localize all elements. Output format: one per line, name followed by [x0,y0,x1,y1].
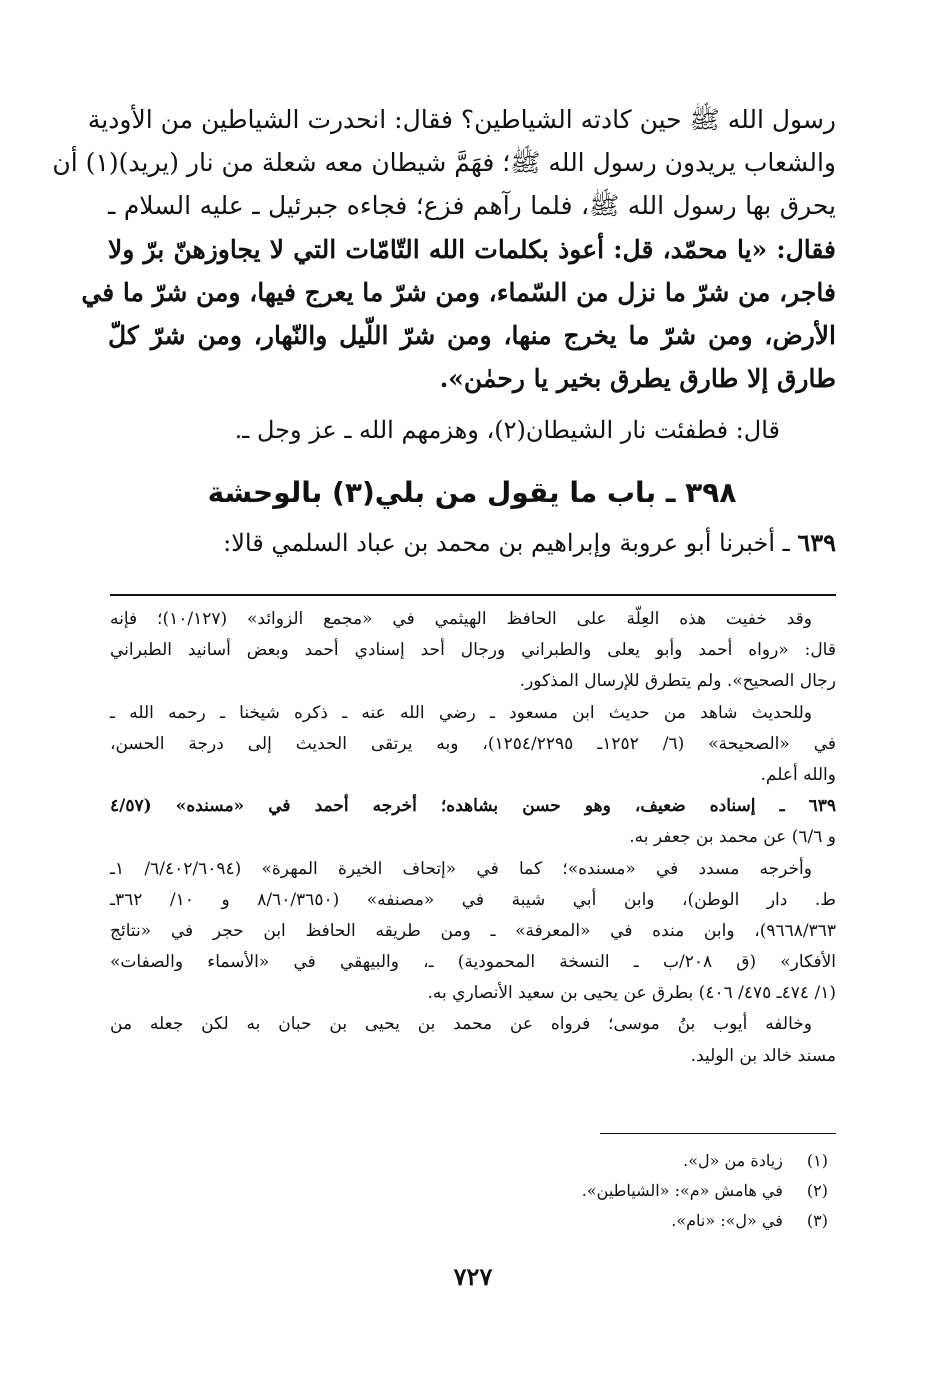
main-text-line: فاجر، من شرّ ما نزل من السّماء، ومن شرّ ما يعرج فيها، ومن شرّ ما في [81,277,836,307]
page-number: ٧٢٧ [453,1262,493,1291]
note-line: مسند خالد بن الوليد. [690,1045,836,1066]
chapter-heading: ٣٩٨ ـ باب ما يقول من بلي(٣) بالوحشة [207,476,737,510]
footnote-number: (١) [806,1151,828,1170]
main-text-line: رسول الله ﷺ حين كادته الشياطين؟ فقال: انحدرت الشياطين من الأودية [87,105,836,134]
note-line: وأخرجه مسدد في «مسنده»؛ كما في «إتحاف الخيرة المهرة» (٦/٤٠٢/٦٠٩٤/ ١ـ [110,858,812,879]
note-line: وللحديث شاهد من حديث ابن مسعود ـ رضي الله عنه ـ ذكره شيخنا ـ رحمه الله ـ [110,702,812,723]
hadith-number: ٦٣٩ [797,528,836,558]
main-text-line: فقال: «يا محمّد، قل: أعوذ بكلمات الله التّامّات التي لا يجاوزهنّ برّ ولا [108,234,836,264]
main-text-line: طارق إلا طارق يطرق بخير يا رحمٰن». [439,364,836,394]
note-line: وقد خفيت هذه العِلّة على الحافظ الهيثمي في «مجمع الزوائد» (١٠/١٢٧)؛ فإنه [110,609,812,629]
footnote-text: في «ل»: «نام». [671,1211,783,1230]
footnote-item [436,1206,836,1236]
footnotes-divider [600,1133,836,1134]
note-line: رجال الصحيح». ولم يتطرق للإرسال المذكور. [519,671,836,692]
note-line: ط. دار الوطن)، وابن أبي شيبة في «مصنفه» (٨/٦٠/٣٦٥٠ و ١٠/ ٣٦٢ـ [110,889,836,910]
main-text [52,98,836,564]
hadith-text: ـ أخبرنا أبو عروبة وإبراهيم بن محمد بن عباد السلمي قالا: [223,529,790,558]
note-line: ٦٣٩ ـ إسناده ضعيف، وهو حسن بشاهده؛ أخرجه أحمد في «مسنده» (٤/٥٧ [110,796,836,817]
note-line: ٩٦٦٨/٣٦٣)، وابن منده في «المعرفة» ـ ومن طريقه الحافظ ابن حجر في «نتائج [110,920,836,941]
footnote-number: (٣) [806,1211,828,1230]
note-line: (١/ ٤٧٤ـ ٤٧٥/ ٤٠٦) بطرق عن يحيى بن سعيد الأنصاري به. [427,983,836,1004]
commentary-notes [110,604,836,1072]
footnote-item [436,1146,836,1176]
hadith-intro [108,522,836,564]
main-text-line: والشعاب يريدون رسول الله ﷺ؛ فهَمَّ شيطان معه شعلة من نار (يريد)(١) أن [52,148,836,178]
said-line: قال: فطفئت نار الشيطان(٢)، وهزمهم الله ـ عز وجل ـ. [234,416,780,445]
notes-divider [110,594,836,596]
footnote-text: في هامش «م»: «الشياطين». [581,1181,783,1200]
footnote-item [436,1176,836,1206]
footnote-number: (٢) [806,1181,828,1200]
note-line: في «الصحيحة» (٦/ ١٢٥٢ـ ١٢٥٤/٢٢٩٥)، وبه يرتقى الحديث إلى درجة الحسن، [110,733,837,754]
note-line: قال: «رواه أحمد وأبو يعلى والطبراني ورجال أحد إسنادي أحمد وبعض أسانيد الطبراني [110,640,836,661]
note-line: و ٦/٦) عن محمد بن جعفر به. [629,827,836,848]
footnotes [436,1146,836,1236]
footnote-text: زيادة من «ل». [683,1151,783,1170]
note-line: الأفكار» (ق ٢٠٨/ب ـ النسخة المحمودية) ـ، والبيهقي في «الأسماء والصفات» [110,952,837,973]
note-line: وخالفه أيوب بنُ موسى؛ فرواه عن محمد بن يحيى بن حبان به لكن جعله من [110,1014,812,1035]
main-text-line: يحرق بها رسول الله ﷺ، فلما رآهم فزع؛ فجاءه جبرئيل ـ عليه السلام ـ [108,191,836,221]
main-text-line: الأرض، ومن شرّ ما يخرج منها، ومن شرّ اللّيل والنّهار، ومن شرّ كلّ [108,320,836,350]
note-line: والله أعلم. [760,764,836,785]
